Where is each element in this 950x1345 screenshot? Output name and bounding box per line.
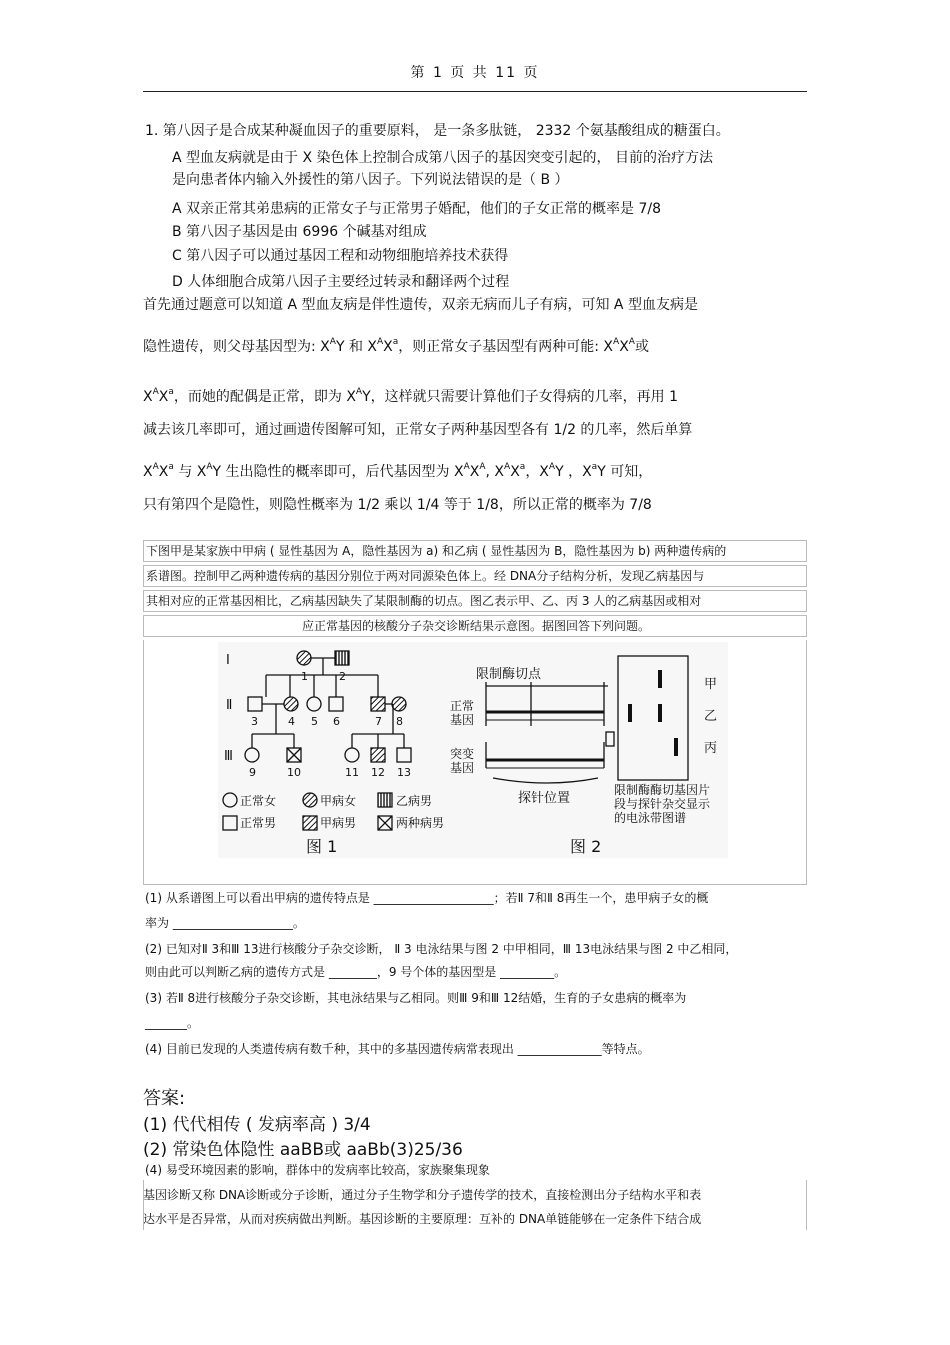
- gen-3-label: Ⅲ: [224, 749, 233, 764]
- legend-a-male: 甲病男: [320, 816, 357, 830]
- svg-text:4: 4: [288, 715, 295, 728]
- q1-stem-line1: 1. 第八因子是合成某种凝血因子的重要原料， 是一条多肽链， 2332 个氨基酸组成的糖蛋白。: [145, 123, 730, 139]
- legend-both-male: 两种病男: [396, 816, 445, 830]
- svg-text:突变: 突变: [450, 747, 475, 761]
- note-frame-left: [143, 1180, 144, 1230]
- q2-stem-line1: 下图甲是某家族中甲病 ( 显性基因为 A，隐性基因为 a) 和乙病 ( 显性基因为 B，隐性基因为 b) 两种遗传病的: [143, 540, 807, 562]
- svg-text:11: 11: [345, 766, 359, 779]
- svg-text:7: 7: [375, 715, 382, 728]
- q1-option-d: D 人体细胞合成第八因子主要经过转录和翻译两个过程: [172, 274, 510, 290]
- q1-option-c: C 第八因子可以通过基因工程和动物细胞培养技术获得: [172, 248, 509, 264]
- expl-line3: $X^AX^a$，而她的配偶是正常，即为 $X^AY$，这样就只需要计算他们子女得病的几率，再用 1: [143, 387, 679, 405]
- q2-stem-line3: 其相对应的正常基因相比，乙病基因缺失了某限制酶的切点。图乙表示甲、乙、丙 3 人的乙病基因或相对: [143, 590, 807, 612]
- subq-2b: 则由此可以判断乙病的遗传方式是 ________，9 号个体的基因型是 _________。: [145, 965, 567, 979]
- svg-text:5: 5: [311, 715, 318, 728]
- svg-text:1: 1: [301, 670, 308, 683]
- legend-normal-male: 正常男: [240, 816, 277, 830]
- figure-frame-left: [143, 640, 144, 885]
- svg-text:限制酶酶切基因片: 限制酶酶切基因片: [614, 783, 711, 797]
- probe-label: 探针位置: [518, 791, 571, 806]
- svg-text:8: 8: [396, 715, 403, 728]
- gen-2-label: Ⅱ: [226, 698, 233, 713]
- q2-stem-line2: 系谱图。控制甲乙两种遗传病的基因分别位于两对同源染色体上。经 DNA分子结构分析，发现乙病基因与: [143, 565, 807, 587]
- svg-text:段与探针杂交显示: 段与探针杂交显示: [614, 797, 711, 811]
- person-bing: 丙: [704, 741, 718, 756]
- svg-text:10: 10: [287, 766, 301, 779]
- normal-gene-label: 基因: [450, 713, 475, 727]
- note-line2: 达水平是否异常，从而对疾病做出判断。基因诊断的主要原理：互补的 DNA单链能够在一定条件下结合成: [143, 1212, 702, 1226]
- q1-option-b: B 第八因子基因是由 6996 个碱基对组成: [172, 224, 427, 240]
- q1-option-a: A 双亲正常其弟患病的正常女子与正常男子婚配，他们的子女正常的概率是 7/8: [172, 201, 662, 217]
- fig2-caption: 图 2: [570, 837, 602, 856]
- note-line1: 基因诊断又称 DNA诊断或分子诊断，通过分子生物学和分子遗传学的技术，直接检测出分子结构水平和表: [143, 1188, 702, 1202]
- svg-text:13: 13: [397, 766, 411, 779]
- electrophoresis-label: 的电泳带图谱: [614, 811, 687, 825]
- expl-line4: 减去该几率即可，通过画遗传图解可知，正常女子两种基因型各有 1/2 的几率，然后单算: [143, 422, 693, 438]
- svg-text:9: 9: [249, 766, 256, 779]
- answer-4: (4) 易受环境因素的影响，群体中的发病率比较高，家族聚集现象: [145, 1163, 490, 1177]
- expl-line2: 隐性遗传，则父母基因型为: $X^AY$ 和 $X^AX^a$，则正常女子基因型有两种可能: $X^AX^A$或: [143, 337, 649, 355]
- q1-stem-line2: A 型血友病就是由于 X 染色体上控制合成第八因子的基因突变引起的， 目前的治疗方法: [172, 150, 713, 166]
- q1-stem-line3: 是向患者体内输入外援性的第八因子。下列说法错误的是（ B ）: [172, 172, 569, 188]
- q2-stem-line4: 应正常基因的核酸分子杂交诊断结果示意图。据图回答下列问题。: [143, 615, 807, 637]
- enzyme-site-label: 限制酶切点: [476, 667, 542, 682]
- answer-2: (2) 常染色体隐性 aaBB或 aaBb(3)25/36: [143, 1140, 463, 1160]
- legend-normal-female: 正常女: [240, 794, 277, 808]
- svg-text:正常: 正常: [450, 699, 475, 713]
- legend-a-female: 甲病女: [320, 794, 357, 808]
- note-frame-right: [806, 1180, 807, 1230]
- person-yi: 乙: [704, 709, 718, 724]
- svg-text:2: 2: [339, 670, 346, 683]
- figure-frame-bottom: [143, 884, 807, 885]
- figure-frame-right: [806, 640, 807, 885]
- subq-1b: 率为 ____________________。: [145, 916, 305, 930]
- mutant-gene-label: 基因: [450, 761, 475, 775]
- answer-title: 答案:: [143, 1088, 186, 1109]
- page-header: 第 1 页 共 11 页: [410, 65, 540, 81]
- subq-3a: (3) 若Ⅱ 8进行核酸分子杂交诊断，其电泳结果与乙相同。则Ⅲ 9和Ⅲ 12结婚，生育的子女患病的概率为: [145, 991, 687, 1005]
- subq-4: (4) 目前已发现的人类遗传病有数千种，其中的多基因遗传病常表现出 ______________等特点。: [145, 1042, 650, 1056]
- subq-2a: (2) 已知对Ⅱ 3和Ⅲ 13进行核酸分子杂交诊断， Ⅱ 3 电泳结果与图 2 中甲相同，Ⅲ 13电泳结果与图 2 中乙相同，: [145, 942, 738, 956]
- fig1-caption: 图 1: [306, 837, 338, 856]
- expl-line5: $X^AX^a$ 与 $X^AY$ 生出隐性的概率即可，后代基因型为 $X^AX^A$, $X^AX^a$，$X^AY$ ，$X^aY$ 可知，: [143, 462, 653, 480]
- subq-1a: (1) 从系谱图上可以看出甲病的遗传特点是 ____________________；若Ⅱ 7和Ⅱ 8再生一个，患甲病子女的概: [145, 891, 709, 905]
- person-jia: 甲: [704, 677, 718, 692]
- expl-line1: 首先通过题意可以知道 A 型血友病是伴性遗传，双亲无病而儿子有病，可知 A 型血友病是: [143, 297, 698, 313]
- header-rule: [143, 91, 807, 92]
- legend-b-male: 乙病男: [396, 794, 433, 808]
- figures-svg: [218, 642, 728, 858]
- subq-3b: _______。: [145, 1016, 200, 1030]
- gen-1-label: Ⅰ: [226, 653, 230, 668]
- expl-line6: 只有第四个是隐性，则隐性概率为 1/2 乘以 1/4 等于 1/8，所以正常的概率为 7/8: [143, 497, 652, 513]
- answer-1: (1) 代代相传 ( 发病率高 ) 3/4: [143, 1115, 371, 1135]
- svg-text:6: 6: [333, 715, 340, 728]
- svg-text:12: 12: [371, 766, 385, 779]
- svg-text:3: 3: [251, 715, 258, 728]
